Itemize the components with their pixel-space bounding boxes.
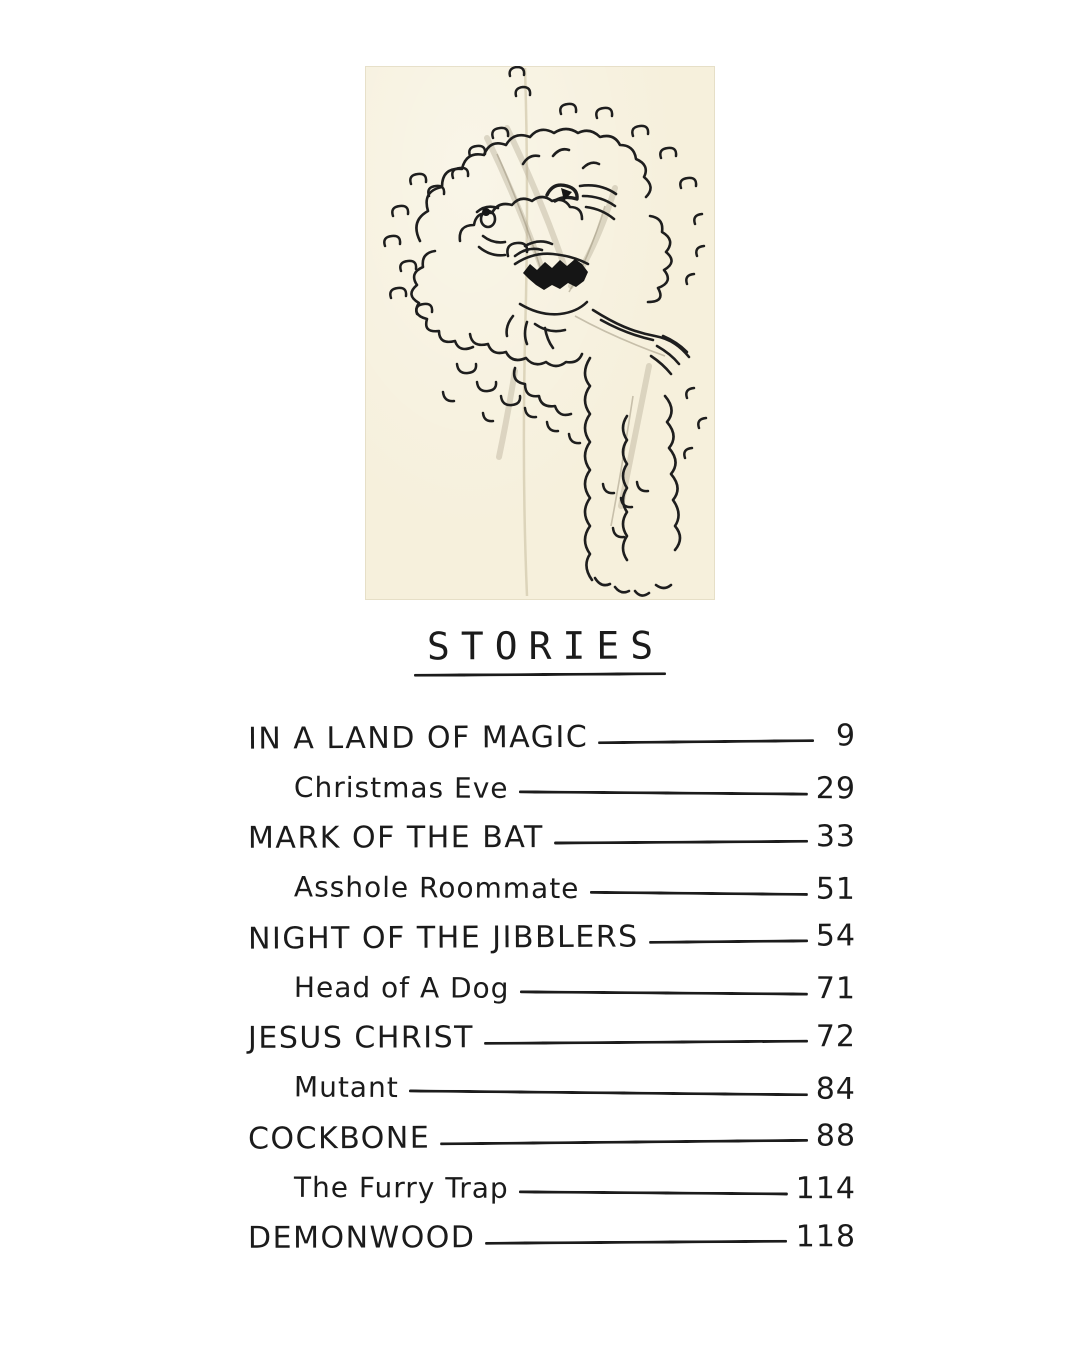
toc-page-number: 72 [815, 1019, 857, 1055]
toc-entry-asshole-roommate [248, 856, 856, 910]
title-underline [414, 672, 666, 677]
toc-entry-label: DEMONWOOD [247, 1220, 476, 1256]
toc-entry-label: IN A LAND OF MAGIC [247, 719, 589, 757]
toc-entry-night-of-the-jibblers [248, 906, 856, 959]
toc-leader-line [589, 891, 807, 896]
toc-leader-line [409, 1089, 808, 1096]
toc-page-number: 114 [795, 1171, 857, 1207]
toc-page-number: 33 [815, 819, 857, 855]
creature-illustration [365, 66, 715, 600]
toc-entry-label: MARK OF THE BAT [247, 820, 544, 856]
toc-page-number: 29 [815, 771, 857, 807]
toc-leader-line [519, 790, 808, 795]
toc-leader-line [519, 990, 807, 995]
toc-entry-the-furry-trap [248, 1157, 856, 1210]
toc-entry-in-a-land-of-magic [248, 706, 856, 759]
toc-entry-mark-of-the-bat [248, 807, 856, 859]
toc-leader-line [486, 1240, 788, 1245]
toc-entry-label: NIGHT OF THE JIBBLERS [247, 919, 639, 957]
toc-leader-line [519, 1190, 788, 1195]
table-of-contents [248, 708, 856, 1258]
toc-entry-label: The Furry Trap [293, 1170, 509, 1205]
toc-entry-label: Head of A Dog [293, 970, 510, 1005]
toc-page-number: 84 [815, 1071, 857, 1107]
toc-leader-line [440, 1139, 808, 1146]
toc-entry-head-of-a-dog [248, 957, 856, 1010]
toc-page-number: 88 [815, 1118, 857, 1154]
toc-entry-cockbone [248, 1106, 856, 1159]
page-title: STORIES [426, 623, 665, 669]
creature-mouth [523, 259, 588, 290]
toc-leader-line [554, 840, 808, 845]
toc-entry-demonwood [248, 1207, 856, 1259]
toc-page-number: 51 [815, 871, 857, 907]
toc-entry-mutant [248, 1056, 856, 1110]
toc-entry-label: Christmas Eve [293, 770, 509, 805]
toc-entry-christmas-eve [248, 757, 856, 810]
toc-page-number: 118 [795, 1219, 857, 1255]
toc-leader-line [598, 739, 814, 744]
toc-page-number: 54 [815, 918, 857, 954]
toc-page-number: 9 [835, 718, 857, 754]
toc-leader-line [484, 1040, 808, 1045]
toc-page-number: 71 [815, 971, 857, 1007]
toc-entry-label: COCKBONE [247, 1120, 431, 1157]
toc-entry-label: Mutant [293, 1070, 399, 1105]
shaggy-monster-ink-drawing [365, 66, 715, 600]
toc-entry-label: JESUS CHRIST [247, 1020, 475, 1056]
section-heading [0, 623, 1080, 676]
toc-entry-jesus-christ [248, 1007, 856, 1059]
toc-leader-line [649, 939, 808, 944]
toc-entry-label: Asshole Roommate [293, 870, 580, 906]
